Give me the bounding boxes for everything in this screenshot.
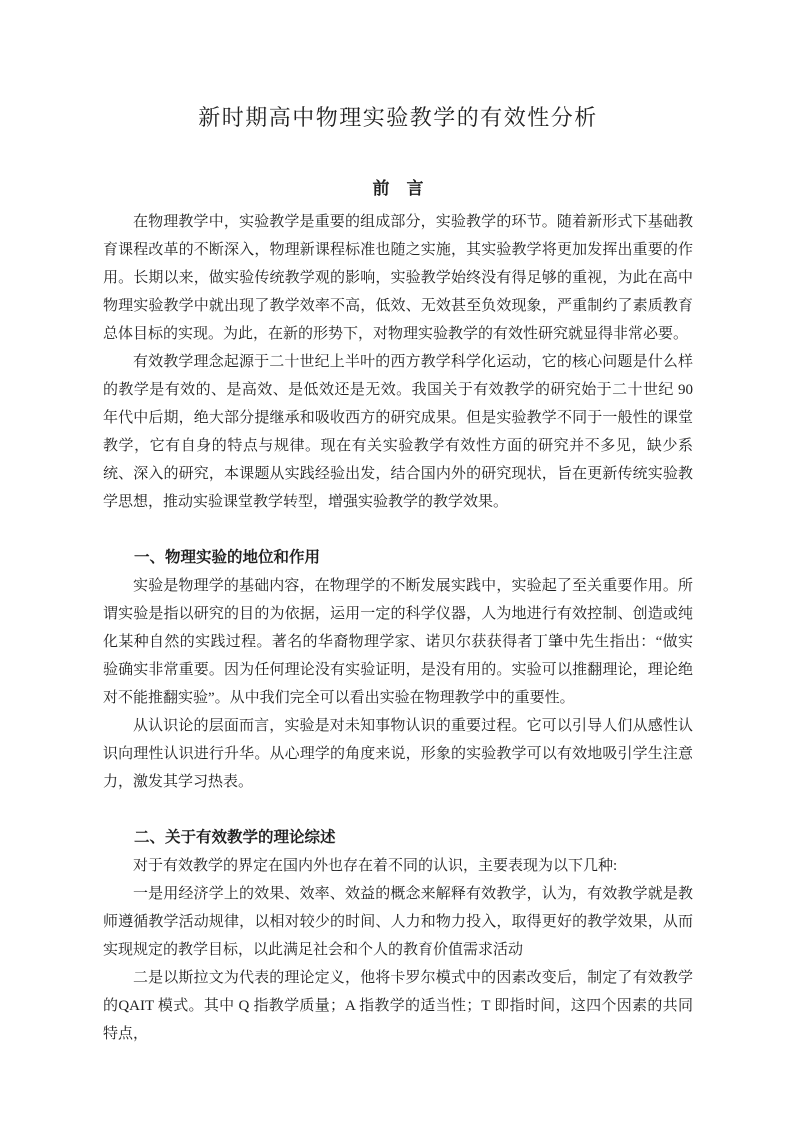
section-1-paragraph-1: 实验是物理学的基础内容，在物理学的不断发展实践中，实验起了至关重要作用。所谓实验是指以研究的目的为依据，运用一定的科学仪器，人为地进行有效控制、创造或纯化某种自然的实践过程。著名的华裔物理学家、诺贝尔获获得者丁肇中先生指出：“做实验确实非常重要。因为任何理论没有实验证明，是没有用的。实验可以推翻理论，理论绝对不能推翻实验”。从中我们完全可以看出实验在物理教学中的重要性。 [103,578,693,706]
section-1-heading: 一、物理实验的地位和作用 [134,549,321,566]
document-title: 新时期高中物理实验教学的有效性分析 [198,105,598,130]
preface-heading: 前 言 [372,179,424,198]
section-2-heading: 二、关于有效教学的理论综述 [134,829,336,846]
section-2-paragraph-2: 一是用经济学上的效果、效率、效益的概念来解释有效教学，认为，有效教学就是教师遵循教学活动规律，以相对较少的时间、人力和物力投入，取得更好的教学效果，从而实现规定的教学目标，以此满足社会和个人的教育价值需求活动 [103,886,693,958]
section-2-paragraph-3: 二是以斯拉文为代表的理论定义，他将卡罗尔模式中的因素改变后，制定了有效教学的QAIT 模式。其中 Q 指教学质量；A 指教学的适当性；T 即指时间，这四个因素的共同特点， [103,970,693,1042]
preface-paragraph-2: 有效教学理念起源于二十世纪上半叶的西方教学科学化运动，它的核心问题是什么样的教学是有效的、是高效、是低效还是无效。我国关于有效教学的研究始于二十世纪 90 年代中后期，绝大部分提继承和吸收西方的研究成果。但是实验教学不同于一般性的课堂教学，它有自身的特点与规律。现在有关实验教学有效性方面的研究并不多见，缺少系统、深入的研究，本课题从实践经验出发，结合国内外的研究现状，旨在更新传统实验教学思想，推动实验课堂教学转型，增强实验教学的教学效果。 [103,354,693,510]
preface-paragraph-1: 在物理教学中，实验教学是重要的组成部分，实验教学的环节。随着新形式下基础教育课程改革的不断深入，物理新课程标准也随之实施，其实验教学将更加发挥出重要的作用。长期以来，做实验传统教学观的影响，实验教学始终没有得足够的重视，为此在高中物理实验教学中就出现了教学效率不高，低效、无效甚至负效现象，严重制约了素质教育总体目标的实现。为此，在新的形势下，对物理实验教学的有效性研究就显得非常必要。 [103,214,693,342]
section-2-paragraph-1: 对于有效教学的界定在国内外也存在着不同的认识，主要表现为以下几种: [133,858,618,874]
section-1-paragraph-2: 从认识论的层面而言，实验是对未知事物认识的重要过程。它可以引导人们从感性认识向理性认识进行升华。从心理学的角度来说，形象的实验教学可以有效地吸引学生注意力，激发其学习热表。 [103,718,693,790]
